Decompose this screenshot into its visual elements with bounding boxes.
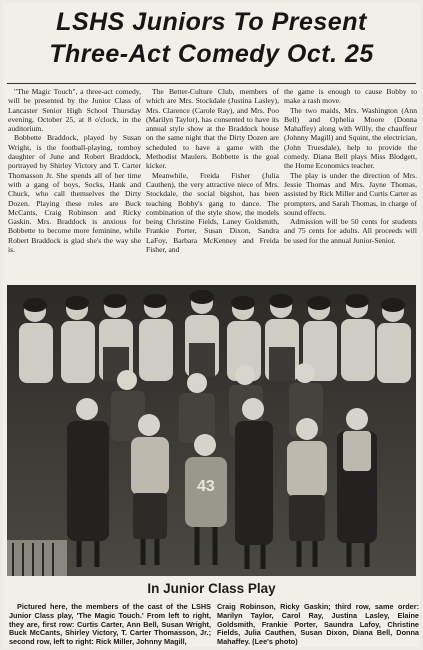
headline-line-1: LSHS Juniors To Present bbox=[56, 8, 367, 36]
article-paragraph: Bobbette Braddock, played by Susan Wright, is the football-playing, tomboy daughter of June and Robert Braddock, portrayed by Shirley Victory and T. Carter Thomasson Jr. She spends all of her time with a gang of boys, Socks, Hank and Chuck, who call themselves the Dirty Dozen. Playing these roles are Buck McCants, Craig Robinson and Ricky Gaskin. Mrs. Braddock is anxious for Bobbette to become more feminine, while Robert Braddock is glad she's the way she is. bbox=[8, 133, 141, 255]
article-column-3 bbox=[284, 87, 417, 282]
article-paragraph: "The Magic Touch", a three-act comedy, will be presented by the Junior Class of Lancaster Senior High School Thursday evening, October 25, at 8 o'clock, in the auditorium. bbox=[8, 87, 141, 134]
article-paragraph: Admission will be 50 cents for students and 75 cents for adults. All proceeds will be used for the annual Junior-Senior. bbox=[284, 217, 417, 245]
caption-text: Pictured here, the members of the cast of the LSHS Junior Class play, 'The Magic Touch.' From left to right, they are, first row: Curtis Carter, Ann Bell, Susan Wright, Buck McCants, Shirley Victory, T. Carter Thomasson, Jr.; second row, left to right: Rick Miller, Johnny Magill, bbox=[9, 603, 211, 647]
headline-rule bbox=[7, 83, 416, 84]
article-column-2 bbox=[146, 87, 279, 282]
svg-text:43: 43 bbox=[197, 478, 215, 495]
photo-caption-heading: In Junior Class Play bbox=[147, 581, 276, 596]
group-photo bbox=[7, 285, 416, 576]
article-paragraph: The two maids, Mrs. Washington (Ann Bell) and Ophelia Moore (Donna Mahaffey) along with Willy, the chauffeur (Johnny Magill) and Squint, the electrician, (John Truesdale), help to provide the comedy. Diana Bell plays Miss Blodgett, the Home Economics teacher. bbox=[284, 105, 417, 171]
group-photo-illustration bbox=[7, 285, 416, 576]
caption-text: Craig Robinson, Ricky Gaskin; third row, same order: Marilyn Taylor, Carol Ray, Justina Lasley, Elaine Goldsmith, Frankie Porter, Saundra Lafoy, Christine Fields, Julia Cauthen, Susan Dixon, Diana Bell, Donna Mahaffey. (Lee's photo) bbox=[217, 603, 419, 647]
article-column-1 bbox=[8, 87, 141, 282]
headline-line-2: Three-Act Comedy Oct. 25 bbox=[49, 40, 374, 68]
article-paragraph: the game is enough to cause Bobby to make a rash move. bbox=[284, 87, 417, 106]
article-paragraph: Meanwhile, Freida Fisher (Julia Cauthen), the very attractive niece of Mrs. Stockdale, the social bigshot, has been teaching Bobby's gang to dance. The combination of the style show, the models being Christine Fields, Laney Goldsmith, Frankie Porter, Susan Dixon, Sandra LaFoy, Barbara McKenney and Freida Fisher, and bbox=[146, 170, 279, 255]
article-paragraph: The Better-Culture Club, members of which are Mrs. Stockdale (Justina Lasley), Mrs. Clarence (Carole Ray), and Mrs. Poo (Marilyn Taylor), has consented to have its annual style show at the Braddock house on the same night that the Dirty Dozen are scheduled to have a game with the Methodist Maulers. Bobbette is the goal kicker. bbox=[146, 87, 279, 171]
photo-caption-column-2 bbox=[217, 603, 419, 647]
article-paragraph: The play is under the direction of Mrs. Jessie Thomas and Mrs. Jayne Thomas, assisted by Rick Miller and Curtis Carter as prompters, and Sarah Thomas, in charge of sound effects. bbox=[284, 170, 417, 217]
newspaper-clipping bbox=[3, 3, 420, 647]
photo-caption-column-1 bbox=[9, 603, 211, 647]
